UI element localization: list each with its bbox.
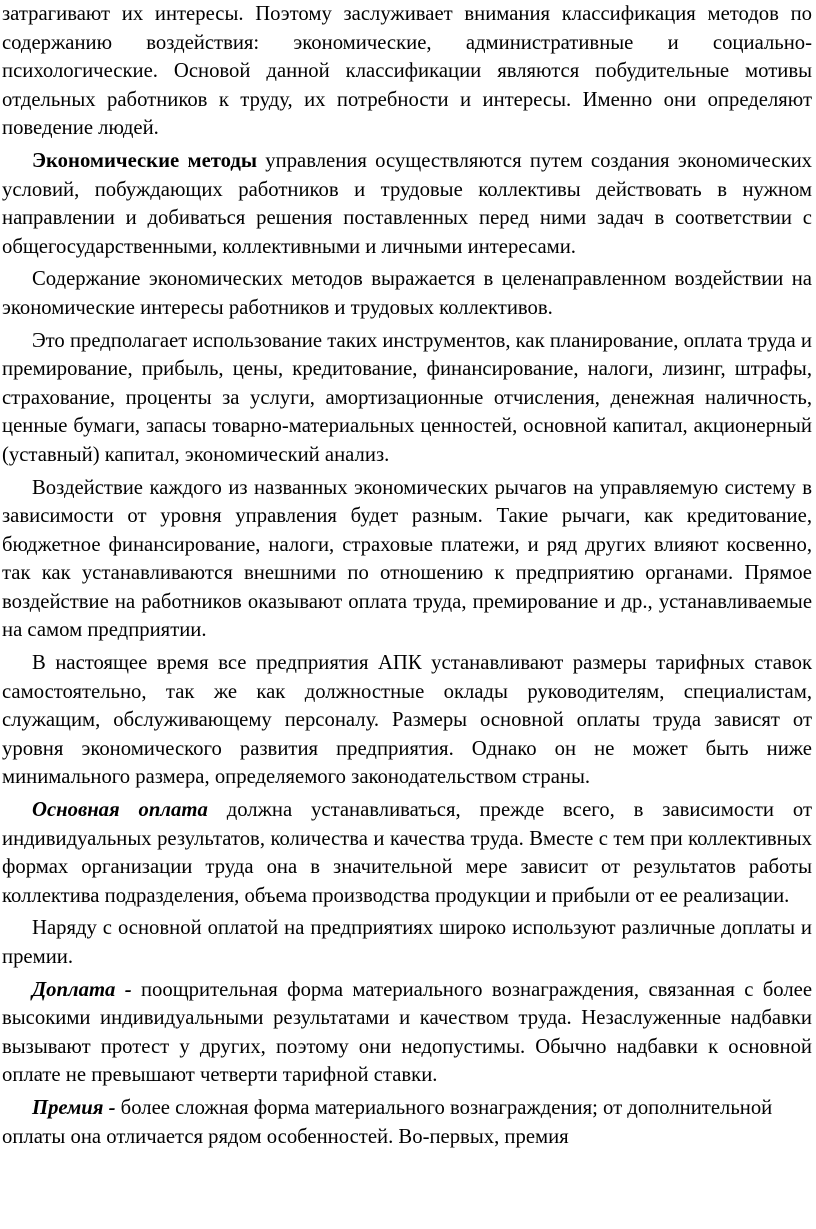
- paragraph-basic-pay: [2, 796, 812, 910]
- term-surcharge: Доплата -: [32, 978, 132, 1001]
- paragraph-text: поощрительная форма материального вознаграждения, связанная с более высокими индивидуальными результатами и качеством труда. Незаслуженные надбавки вызывают протест у других, поэтому они недопустимы. Обычно надбавки к основной оплате не превышают четверти тарифной ставки.: [2, 978, 813, 1087]
- term-basic-pay: Основная оплата: [32, 799, 208, 822]
- paragraph-premium: [2, 1094, 812, 1151]
- paragraph-text: должна устанавливаться, прежде всего, в зависимости от индивидуальных результатов, количества и качества труда. Вместе с тем при коллективных формах организации труда она в значительной мере зависит от результатов работы коллектива подразделения, объема производства продукции и прибыли от ее реализации.: [2, 799, 812, 907]
- paragraph-content: [2, 265, 812, 322]
- paragraph-text: Воздействие каждого из названных экономических рычагов на управляемую систему в зависимости от уровня управления будет разным. Такие рычаги, как кредитование, бюджетное финансирование, налоги, страховые платежи, и ряд других влияют косвенно, так как устанавливаются внешними по отношению к предприятию органами. Прямое воздействие на работников оказывают оплата труда, премирование и др., устанавливаемые на самом предприятии.: [2, 476, 812, 642]
- paragraph-tariffs: [2, 649, 812, 792]
- paragraph-text: Это предполагает использование таких инструментов, как планирование, оплата труда и премирование, прибыль, цены, кредитование, финансирование, налоги, лизинг, штрафы, страхование, проценты за услуги, амортизационные отчисления, денежная наличность, ценные бумаги, запасы товарно-материальных ценностей, основной капитал, акционерный (уставный) капитал, экономический анализ.: [2, 329, 812, 466]
- paragraph-levers: [2, 474, 812, 646]
- paragraph-text: В настоящее время все предприятия АПК устанавливают размеры тарифных ставок самостоятельно, так же как должностные оклады руководителям, специалистам, служащим, обслуживающему персоналу. Размеры основной оплаты труда зависят от уровня экономического развития предприятия. Однако он не может быть ниже минимального размера, определяемого законодательством страны.: [2, 652, 812, 789]
- paragraph-text: более сложная форма материального вознаграждения; от дополнительной оплаты она отличается рядом особенностей. Во-первых, премия: [2, 1096, 773, 1148]
- term-economic-methods: Экономические методы: [32, 149, 258, 172]
- paragraph-surcharge: [2, 976, 812, 1090]
- paragraph-text: Содержание экономических методов выражается в целенаправленном воздействии на экономические интересы работников и трудовых коллективов.: [2, 268, 812, 319]
- paragraph-text: затрагивают их интересы. Поэтому заслуживает внимания классификация методов по содержанию воздействия: экономические, административные и социально-психологические. Основой данной классификации являются побудительные мотивы отдельных работников к труду, их потребности и интересы. Именно они определяют поведение людей.: [2, 3, 812, 140]
- paragraph-economic-methods: [2, 147, 812, 261]
- paragraph-bonuses: [2, 914, 812, 971]
- paragraph-text: управления осуществляются путем создания экономических условий, побуждающих работников и трудовые коллективы действовать в нужном направлении и добиваться решения поставленных перед ними задач в соответствии с общегосударственными, коллективными и личными интересами.: [2, 149, 812, 258]
- term-premium: Премия -: [32, 1096, 116, 1119]
- paragraph-instruments: [2, 327, 812, 470]
- paragraph-intro: [2, 0, 812, 143]
- paragraph-text: Наряду с основной оплатой на предприятиях широко используют различные доплаты и премии.: [2, 917, 812, 968]
